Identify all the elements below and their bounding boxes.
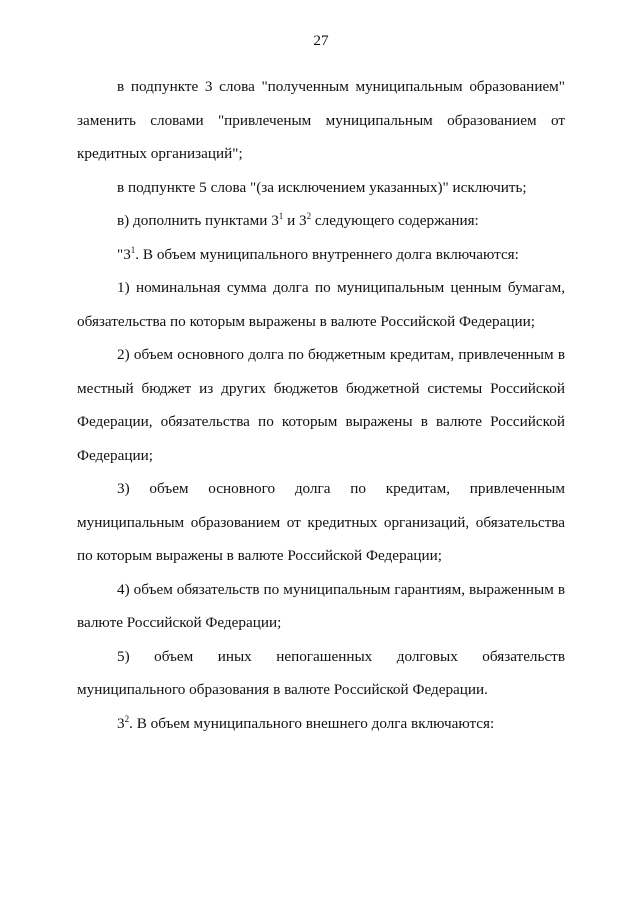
paragraph-subpoint-3: в подпункте 3 слова "полученным муниципальным образованием" заменить словами "привлеченым муниципальным образованием от кредитных организаций"; (77, 78, 565, 162)
paragraph-item-3: 3) объем основного долга по кредитам, привлеченным муниципальным образованием от кредитных организаций, обязательства по которым выражены в валюте Российской Федерации; (77, 480, 565, 564)
paragraph-item-4: 4) объем обязательств по муниципальным гарантиям, выраженным в валюте Российской Федерации; (77, 580, 565, 631)
superscript: 1 (278, 211, 284, 221)
paragraph-item-5: 5) объем иных непогашенных долговых обязательств муниципального образования в валюте Российской Федерации. (77, 647, 565, 698)
page-number: 27 (313, 32, 329, 49)
text-run: в) дополнить пунктами 3 (117, 212, 279, 229)
text-run: 3 (117, 714, 125, 732)
text-run: . В объем муниципального внутреннего долга включаются: (135, 245, 519, 263)
text-run: следующего содержания: (311, 212, 479, 229)
superscript: 1 (130, 244, 136, 255)
text-run: и 3 (283, 212, 307, 229)
paragraph-internal-debt-heading (77, 238, 565, 272)
paragraph-external-debt-heading (77, 707, 565, 741)
superscript: 2 (306, 211, 312, 221)
paragraph-add-points (77, 204, 565, 238)
paragraph-item-2: 2) объем основного долга по бюджетным кредитам, привлеченным в местный бюджет из других бюджетов бюджетной системы Российской Федерации, обязательства по которым выражены в валюте Российской Федерации; (77, 346, 565, 464)
text-run: "3 (117, 245, 131, 263)
text-run: . В объем муниципального внешнего долга включаются: (129, 714, 495, 732)
paragraph-subpoint-5: в подпункте 5 слова "(за исключением указанных)" исключить; (117, 178, 527, 196)
paragraph-item-1: 1) номинальная сумма долга по муниципальным ценным бумагам, обязательства по которым выражены в валюте Российской Федерации; (77, 279, 565, 330)
superscript: 2 (124, 713, 130, 724)
